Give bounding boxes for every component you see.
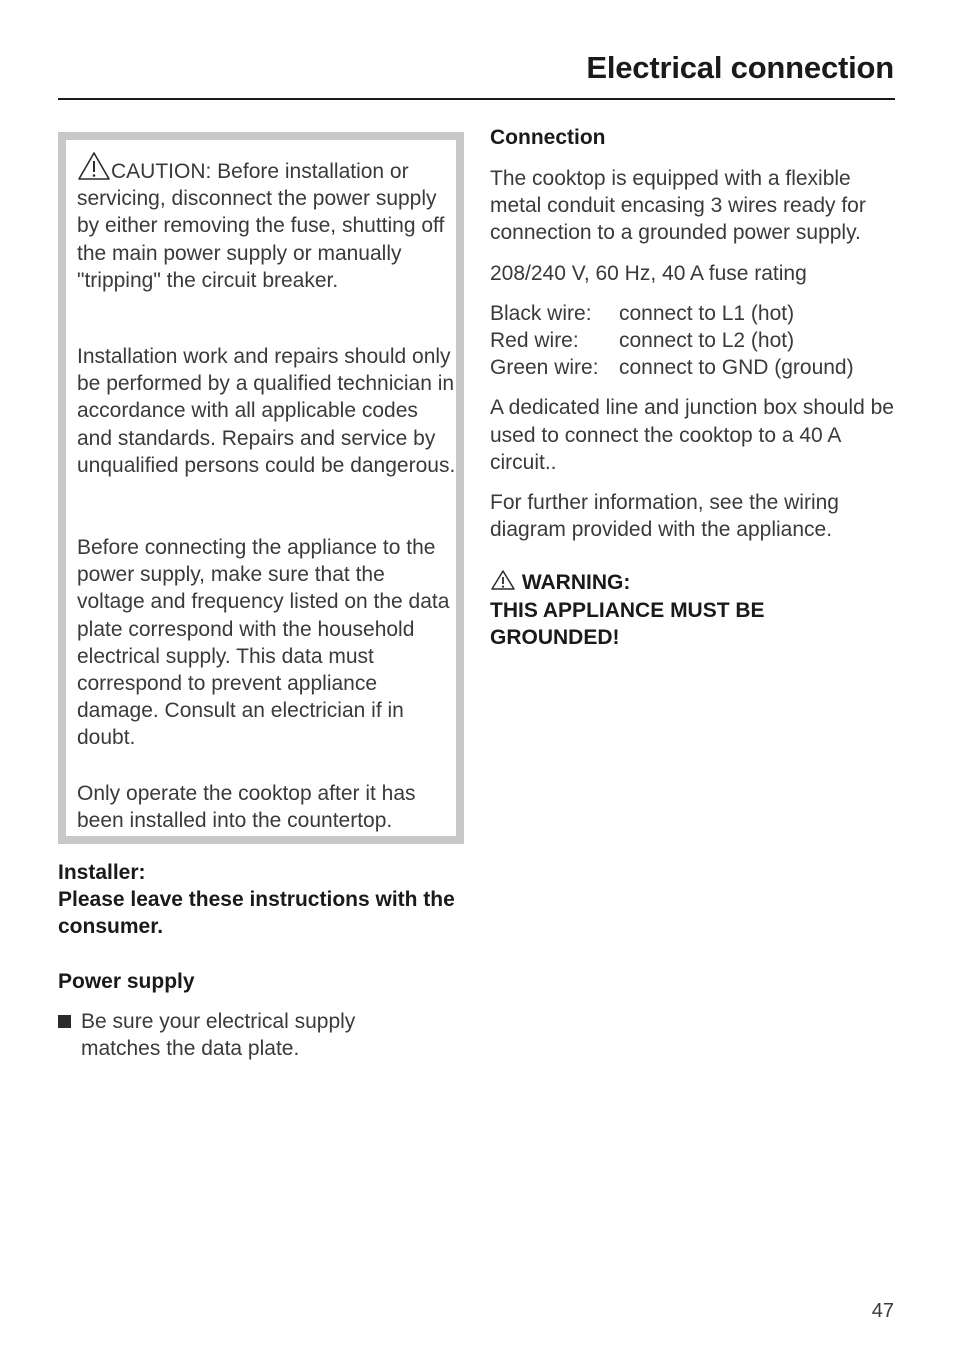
installer-label: Installer: — [58, 861, 146, 884]
wire-value: connect to L1 (hot) — [619, 301, 795, 325]
caution-box — [58, 132, 464, 844]
dedicated-line-note: A dedicated line and junction box should be used to connect the cooktop to a 40 A circuit.. — [490, 396, 894, 474]
page-title: Electrical connection — [586, 50, 894, 85]
table-row — [490, 300, 854, 327]
power-supply-heading: Power supply — [58, 970, 195, 993]
bullet-text: Be sure your electrical supply matches the data plate. — [81, 1010, 356, 1061]
warning-block — [490, 569, 900, 651]
warning-triangle-icon — [490, 569, 516, 591]
table-row — [490, 327, 854, 354]
warning-label-line — [490, 569, 900, 596]
connection-intro: The cooktop is equipped with a flexible metal conduit encasing 3 wires ready for connection to a grounded power supply. — [490, 167, 866, 245]
wire-table — [490, 300, 854, 382]
installer-note — [58, 859, 464, 941]
connection-section — [490, 124, 900, 651]
bullet-square-icon — [58, 1015, 71, 1028]
caution-paragraph-3: Before connecting the appliance to the power supply, make sure that the voltage and frequency listed on the data plate correspond with the household electrical supply. This data must correspond to prevent appliance damage. Consult an electrician if in doubt. — [77, 536, 450, 750]
caution-paragraph-2: Installation work and repairs should only be performed by a qualified technician in accordance with all applicable codes and standards. Repairs and service by unqualified persons could be dangerous. — [77, 345, 456, 477]
power-supply-section — [58, 968, 464, 1062]
connection-heading: Connection — [490, 126, 606, 149]
title-rule — [58, 98, 895, 100]
wire-label: Green wire: — [490, 356, 599, 380]
caution-paragraph-4: Only operate the cooktop after it has been installed into the countertop. — [77, 782, 416, 833]
warning-label: WARNING: — [521, 571, 631, 595]
caution-paragraph-1 — [77, 151, 457, 294]
table-row — [490, 354, 854, 381]
wire-value: connect to L2 (hot) — [619, 329, 795, 353]
caution-text-1: CAUTION: Before installation or servicing, disconnect the power supply by either removing the fuse, shutting off the main power supply or manually "tripping" the circuit breaker. — [77, 160, 445, 292]
wire-value: connect to GND (ground) — [619, 356, 854, 380]
wiring-diagram-note: For further information, see the wiring diagram provided with the appliance. — [490, 491, 839, 542]
list-item — [58, 1008, 398, 1062]
wire-label: Black wire: — [490, 301, 592, 325]
warning-text: THIS APPLIANCE MUST BE GROUNDED! — [490, 598, 765, 649]
installer-instruction: Please leave these instructions with the consumer. — [58, 888, 455, 939]
wire-label: Red wire: — [490, 329, 579, 353]
page-number: 47 — [871, 1300, 894, 1322]
warning-triangle-icon — [77, 151, 111, 181]
fuse-rating: 208/240 V, 60 Hz, 40 A fuse rating — [490, 261, 807, 285]
